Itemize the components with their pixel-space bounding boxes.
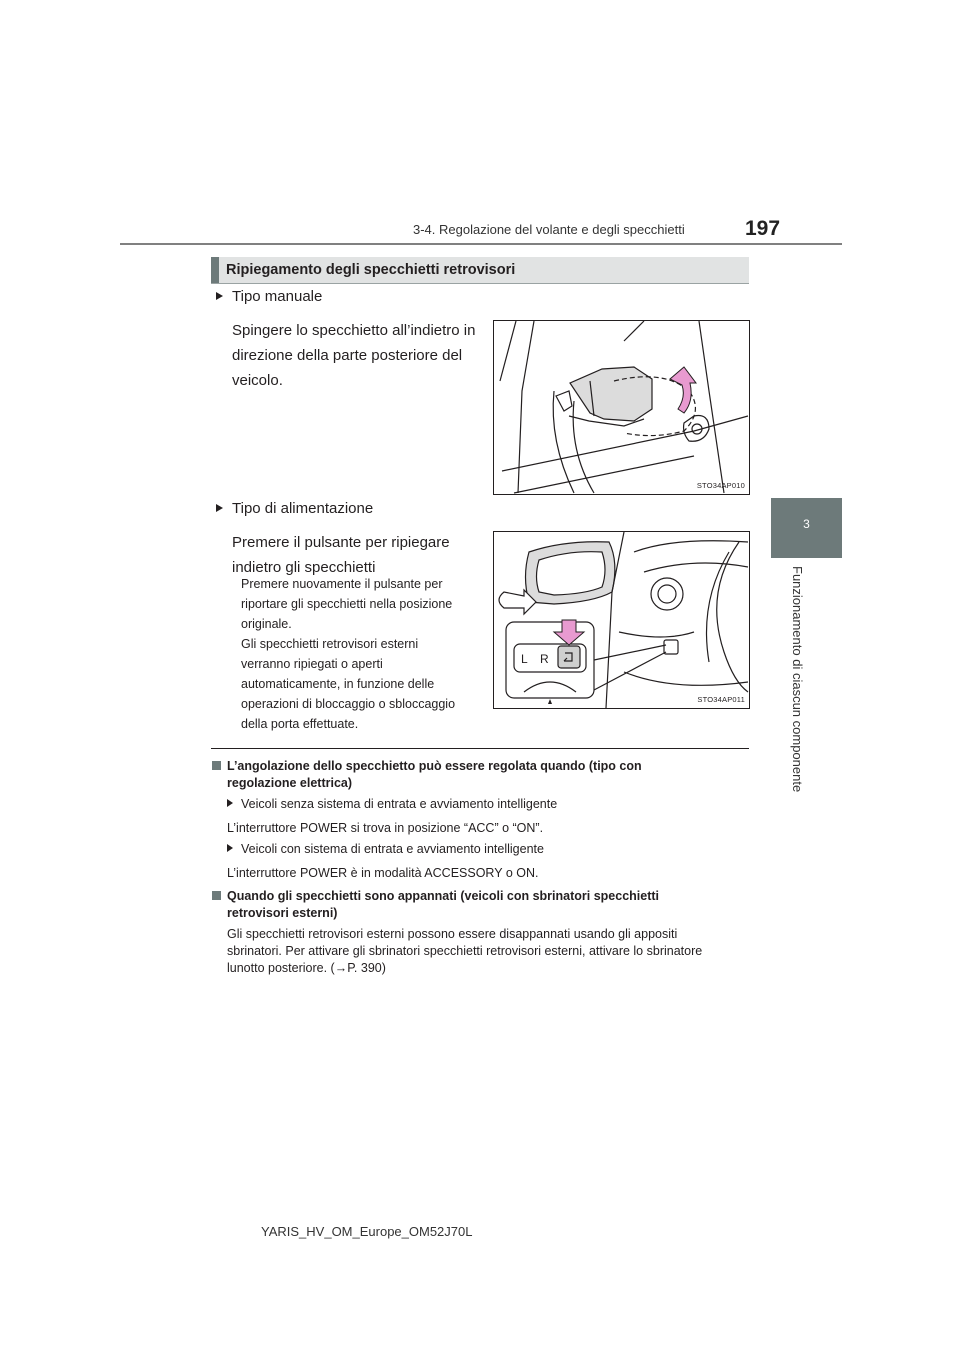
page-number: 197 bbox=[745, 217, 781, 240]
note-subheading bbox=[227, 842, 544, 856]
power-note-line: Gli specchietti retrovisori esterni bbox=[241, 637, 419, 651]
note-subheading-text: Veicoli senza sistema di entrata e avviamento intelligente bbox=[241, 797, 558, 811]
manual-instruction-line: Spingere lo specchietto all’indietro in bbox=[232, 322, 476, 339]
section-header-accent bbox=[211, 257, 219, 283]
chapter-tab-label: Funzionamento di ciascun componente bbox=[790, 566, 805, 793]
manual-instruction-line: veicolo. bbox=[232, 372, 283, 389]
mirror-switch-drawing bbox=[494, 532, 749, 708]
note-heading-line: Quando gli specchietti sono appannati (veicoli con sbrinatori specchietti bbox=[227, 889, 660, 903]
triangle-bullet-icon bbox=[227, 844, 233, 852]
notes-divider bbox=[211, 748, 749, 749]
note-text: L’interruttore POWER si trova in posizione “ACC” o “ON”. bbox=[227, 821, 544, 835]
power-note-line: operazioni di bloccaggio o sbloccaggio bbox=[241, 697, 456, 711]
header-divider bbox=[120, 243, 842, 245]
manual-type-heading bbox=[216, 288, 322, 305]
note-heading-line: L’angolazione dello specchietto può essere regolata quando (tipo con bbox=[227, 759, 642, 773]
manual-mirror-illustration bbox=[493, 320, 750, 495]
note-heading-line: retrovisori esterni) bbox=[227, 906, 338, 920]
document-code: YARIS_HV_OM_Europe_OM52J70L bbox=[261, 1224, 473, 1239]
power-note-line: automaticamente, in funzione delle bbox=[241, 677, 435, 691]
power-type-instructions bbox=[232, 530, 478, 580]
chapter-heading: 3-4. Regolazione del volante e degli specchietti bbox=[413, 222, 685, 237]
note-subheading-text: Veicoli con sistema di entrata e avviamento intelligente bbox=[241, 842, 544, 856]
switch-left-label: L bbox=[521, 652, 528, 666]
power-note-restore bbox=[241, 574, 478, 634]
power-note-line: della porta effettuate. bbox=[241, 717, 359, 731]
triangle-bullet-icon bbox=[216, 504, 223, 512]
power-note-line: riportare gli specchietti nella posizione bbox=[241, 597, 453, 611]
note-text-line: Gli specchietti retrovisori esterni possono essere disappannati usando gli appositi bbox=[227, 927, 678, 941]
power-note-automatic bbox=[241, 634, 478, 734]
switch-right-label: R bbox=[540, 652, 549, 666]
note-text-line: lunotto posteriore. (→P. 390) bbox=[227, 961, 386, 975]
power-note-line: verranno ripiegati o aperti bbox=[241, 657, 383, 671]
figure-code: STO34AP010 bbox=[696, 481, 745, 490]
power-type-heading bbox=[216, 500, 373, 517]
note-text-line: sbrinatori. Per attivare gli sbrinatori specchietti retrovisori esterni, attivare lo sbrinatore bbox=[227, 944, 703, 958]
note-subheading bbox=[227, 797, 557, 811]
section-title: Ripiegamento degli specchietti retrovisori bbox=[226, 262, 516, 278]
defogger-note-text bbox=[227, 926, 749, 977]
power-instruction-line: indietro gli specchietti bbox=[232, 559, 376, 576]
note-text: L’interruttore POWER è in modalità ACCESSORY o ON. bbox=[227, 866, 539, 880]
chapter-tab-number: 3 bbox=[803, 517, 810, 531]
triangle-bullet-icon bbox=[216, 292, 223, 300]
note-heading-line: regolazione elettrica) bbox=[227, 776, 353, 790]
manual-instruction-line: direzione della parte posteriore del bbox=[232, 347, 463, 364]
figure-code: STO34AP011 bbox=[697, 695, 745, 704]
square-bullet-icon bbox=[212, 761, 221, 770]
section-header-underline bbox=[211, 283, 749, 284]
square-bullet-icon bbox=[212, 891, 221, 900]
power-note-line: Premere nuovamente il pulsante per bbox=[241, 577, 443, 591]
power-instruction-line: Premere il pulsante per ripiegare bbox=[232, 534, 450, 551]
mirror-fold-drawing bbox=[494, 321, 749, 494]
power-type-heading-text: Tipo di alimentazione bbox=[232, 500, 374, 517]
power-note-line: originale. bbox=[241, 617, 292, 631]
power-fold-illustration bbox=[493, 531, 750, 709]
manual-type-heading-text: Tipo manuale bbox=[232, 288, 323, 305]
manual-type-instructions bbox=[232, 318, 478, 393]
triangle-bullet-icon bbox=[227, 799, 233, 807]
note-heading-mirror-angle bbox=[227, 758, 749, 792]
note-heading-fogged-mirrors bbox=[227, 888, 749, 922]
